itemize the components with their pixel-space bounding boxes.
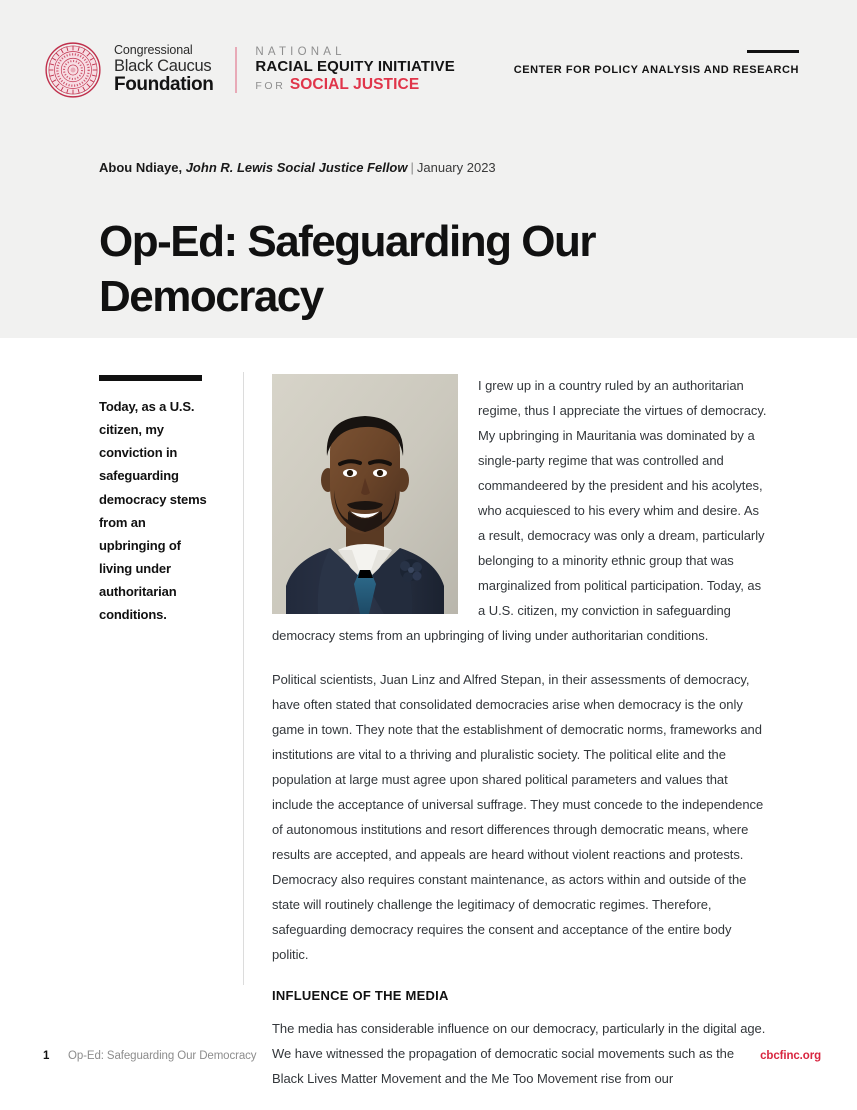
nrei-line-social-justice bbox=[255, 76, 454, 93]
column-divider bbox=[243, 372, 244, 985]
center-label-rule bbox=[747, 50, 799, 53]
wordmark-line-congressional: Congressional bbox=[114, 43, 193, 58]
page-title: Op-Ed: Safeguarding Our Democracy bbox=[99, 217, 595, 322]
website-link[interactable]: cbcfinc.org bbox=[760, 1050, 821, 1062]
cbc-wordmark bbox=[114, 44, 213, 96]
pullquote-rule bbox=[99, 375, 202, 381]
byline-role: John R. Lewis Social Justice Fellow bbox=[185, 160, 408, 175]
center-for-policy-analysis-label: CENTER FOR POLICY ANALYSIS AND RESEARCH bbox=[513, 64, 799, 76]
running-title: Op-Ed: Safeguarding Our Democracy bbox=[68, 1050, 257, 1062]
body-paragraph-3: The media has considerable influence on our democracy, particularly in the digital age. We have witnessed the propagation of democratic social movements such as the Black Lives Matter Movement and the Me Too Movement rise from our bbox=[272, 1020, 766, 1086]
lockup-divider bbox=[235, 47, 237, 93]
page-number: 1 bbox=[43, 1050, 50, 1062]
page-footer bbox=[0, 1048, 857, 1072]
center-label-block bbox=[514, 50, 799, 76]
byline-date: January 2023 bbox=[416, 160, 496, 175]
pullquote: Today, as a U.S. citizen, my conviction in safeguarding democracy stems from an upbringing of living under authoritarian conditions. bbox=[99, 399, 207, 623]
author-portrait bbox=[272, 374, 458, 614]
body-paragraph-1: I grew up in a country ruled by an authoritarian regime, thus I appreciate the virtues of democracy. My upbringing in Mauritania was dominated by a single-party regime that was controlled and commandeered by the president and his acolytes, who acquiesced to his every whim and desire. As a result, democracy was only a dream, particularly belonging to a minority ethnic group that was marginalized from political participation. Today, as a U.S. citizen, my conviction in safeguarding democracy stems from an upbringing of living under authoritarian conditions. bbox=[272, 378, 767, 643]
brand-lockup bbox=[45, 42, 455, 98]
cbc-foundation-seal-icon bbox=[45, 42, 101, 98]
body-paragraph-2: Political scientists, Juan Linz and Alfred Stepan, in their assessments of democracy, have often stated that consolidated democracies arise when democracy is the only game in town. They note that the establishment of democratic norms, frameworks and institutions are vital to a thriving and pluralistic society. The political elite and the population at large must agree upon shared political parameters and values that include the acceptance of universal suffrage. They must concede to the independence of autonomous institutions and resort differences through democratic means, where results are accepted, and appeals are heard without violent reactions and protests. Democracy also requires constant maintenance, as actors within and outside of the state will routinely challenge the legitimacy of democratic regimes. Therefore, safeguarding democracy requires the consent and acceptance of the entire body politic. bbox=[272, 672, 764, 962]
nrei-for-label: FOR bbox=[255, 80, 286, 93]
byline-separator: | bbox=[410, 160, 414, 175]
nrei-line-racial-equity-initiative: RACIAL EQUITY INITIATIVE bbox=[255, 58, 455, 76]
author-portrait-image bbox=[272, 374, 458, 614]
wordmark-line-black-caucus: Black Caucus bbox=[114, 56, 212, 75]
national-racial-equity-initiative-lockup bbox=[255, 46, 454, 93]
byline-author: Abou Ndiaye, bbox=[99, 160, 183, 175]
lapel-flower bbox=[400, 559, 422, 582]
nrei-line-national: NATIONAL bbox=[255, 46, 346, 59]
wordmark-line-foundation: Foundation bbox=[114, 74, 214, 96]
section-heading-influence-of-the-media: INFLUENCE OF THE MEDIA bbox=[272, 987, 449, 1003]
nrei-social-justice-label: SOCIAL JUSTICE bbox=[289, 76, 420, 94]
byline bbox=[99, 160, 496, 175]
